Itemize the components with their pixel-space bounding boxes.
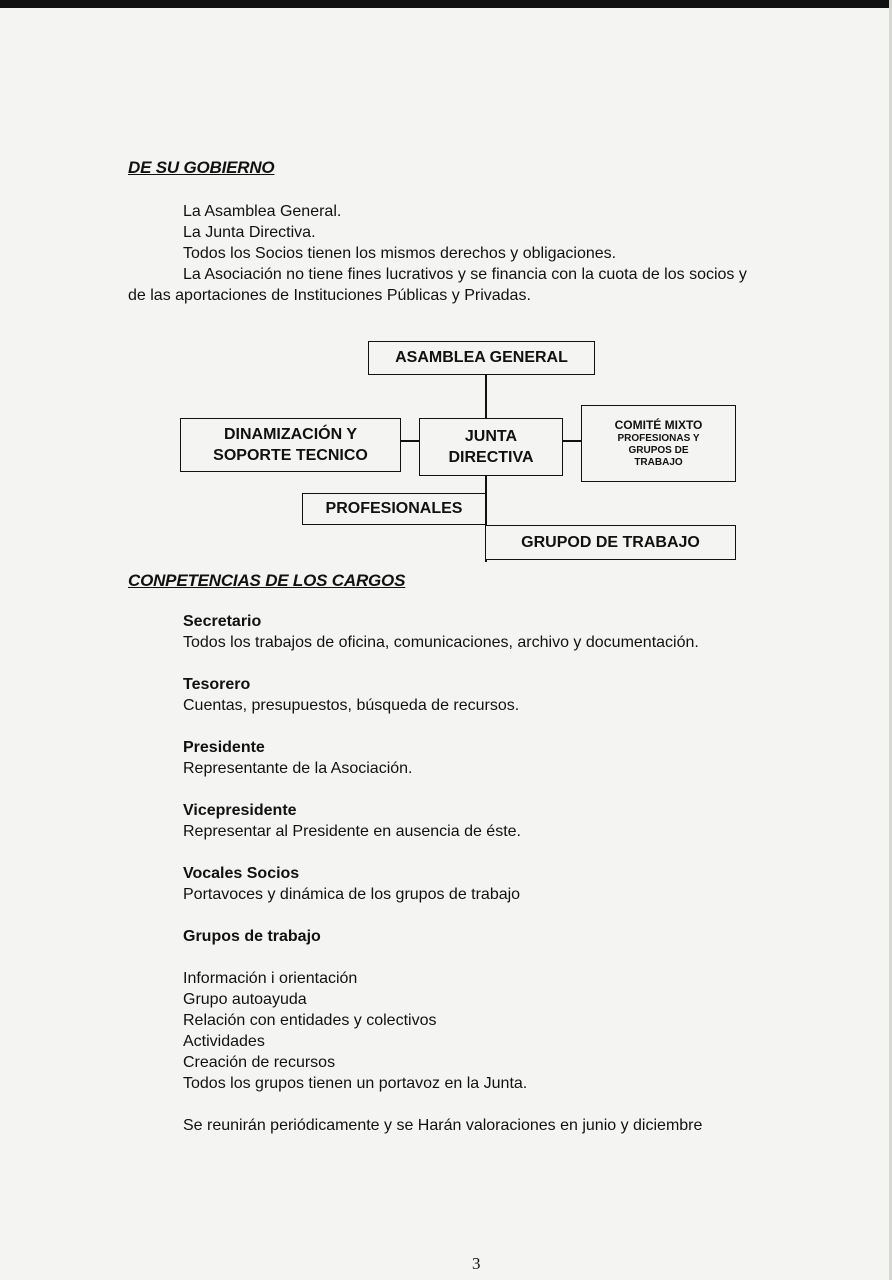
role-name-tesorero: Tesorero xyxy=(183,676,251,693)
grupo-item-4: Actividades xyxy=(183,1033,265,1050)
comite-label-1: COMITÉ MIXTO xyxy=(614,418,703,432)
profesionales-label: PROFESIONALES xyxy=(325,500,463,517)
box-dinamizacion xyxy=(180,418,401,472)
role-desc-secretario: Todos los trabajos de oficina, comunicaciones, archivo y documentación. xyxy=(183,634,699,651)
grupo-item-3: Relación con entidades y colectivos xyxy=(183,1012,437,1029)
grupo-item-6: Todos los grupos tienen un portavoz en la Junta. xyxy=(183,1075,528,1092)
gobierno-line-1: La Asamblea General. xyxy=(183,203,342,220)
closing-line: Se reunirán periódicamente y se Harán valoraciones en junio y diciembre xyxy=(183,1117,703,1134)
junta-label-1: JUNTA xyxy=(464,428,518,445)
box-junta-directiva xyxy=(419,418,563,476)
role-name-presidente: Presidente xyxy=(183,739,265,756)
scan-top-border xyxy=(0,0,892,8)
gobierno-line-3: Todos los Socios tienen los mismos derechos y obligaciones. xyxy=(183,245,617,262)
box-grupo-trabajo xyxy=(485,525,736,560)
connector-dinamizacion-junta xyxy=(400,440,420,442)
grupo-item-5: Creación de recursos xyxy=(183,1054,336,1071)
role-desc-vicepresidente: Representar al Presidente en ausencia de éste. xyxy=(183,823,521,840)
grupos-title: Grupos de trabajo xyxy=(183,928,321,945)
connector-junta-comite xyxy=(562,440,582,442)
box-asamblea-general xyxy=(368,341,595,375)
gobierno-line-5: de las aportaciones de Instituciones Públicas y Privadas. xyxy=(128,287,531,304)
grupo-item-2: Grupo autoayuda xyxy=(183,991,307,1008)
role-name-vocales: Vocales Socios xyxy=(183,865,300,882)
section-title-competencias: CONPETENCIAS DE LOS CARGOS xyxy=(128,571,406,590)
role-desc-presidente: Representante de la Asociación. xyxy=(183,760,413,777)
connector-asamblea-junta xyxy=(485,374,487,420)
role-desc-vocales: Portavoces y dinámica de los grupos de trabajo xyxy=(183,886,521,903)
junta-label-2: DIRECTIVA xyxy=(448,449,534,466)
gobierno-line-2: La Junta Directiva. xyxy=(183,224,316,241)
dinamizacion-label-1: DINAMIZACIÓN Y xyxy=(223,426,358,443)
role-name-secretario: Secretario xyxy=(183,613,262,630)
comite-label-3: GRUPOS DE xyxy=(628,445,689,456)
comite-label-2: PROFESIONAS Y xyxy=(617,433,700,444)
page-number: 3 xyxy=(472,1254,481,1273)
box-comite-mixto xyxy=(581,405,736,482)
grupo-label: GRUPOD DE TRABAJO xyxy=(521,533,700,551)
role-desc-tesorero: Cuentas, presupuestos, búsqueda de recursos. xyxy=(183,697,520,714)
gobierno-line-4: La Asociación no tiene fines lucrativos y se financia con la cuota de los socios y xyxy=(183,266,747,283)
box-profesionales xyxy=(302,493,486,525)
section-title-gobierno: DE SU GOBIERNO xyxy=(128,158,275,177)
grupo-item-1: Información i orientación xyxy=(183,970,358,987)
dinamizacion-label-2: SOPORTE TECNICO xyxy=(213,447,368,464)
comite-label-4: TRABAJO xyxy=(634,457,683,468)
asamblea-label: ASAMBLEA GENERAL xyxy=(395,349,568,366)
role-name-vicepresidente: Vicepresidente xyxy=(183,802,297,819)
